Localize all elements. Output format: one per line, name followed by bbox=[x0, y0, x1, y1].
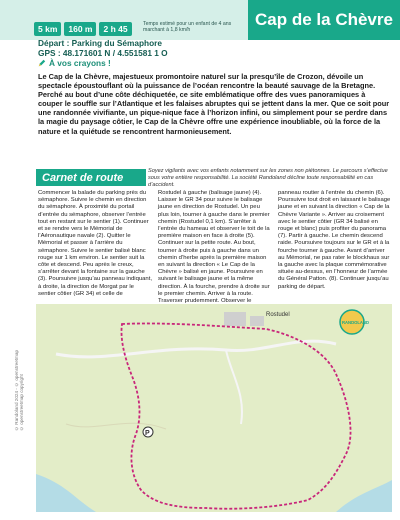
start-point: Départ : Parking du Sémaphore bbox=[38, 38, 163, 48]
pencil-label: À vos crayons ! bbox=[49, 58, 111, 68]
duration-chip: 2 h 45 bbox=[99, 22, 131, 36]
hamlet-building bbox=[250, 316, 264, 326]
carnet-title: Carnet de route bbox=[42, 171, 124, 184]
route-columns bbox=[38, 190, 392, 305]
duration-note: Temps estimé pour un enfant de 4 ans marchant à 1,8 km/h bbox=[143, 21, 232, 33]
safety-disclaimer: Soyez vigilants avec vos enfants notamment sur les zones non piétonnes. Le parcours s’effectue sous votre entière responsabilité. La société Randoland décline toute responsabilité en cas d’accident. bbox=[148, 168, 388, 188]
header-info bbox=[0, 0, 248, 40]
route-map bbox=[36, 304, 392, 512]
road-label: Rostudel bbox=[266, 312, 290, 318]
route-text: Rostudel à gauche (balisage jaune) (4). Laisser le GR 34 pour suivre le balisage jaune en direction de Rostudel. Un peu plus loin, tourner à gauche dans le premier chemin (Rostudel 0,1 km). S’arrêter à l’entrée du hameau et observer le toit de la première maison en face à droite (5). Continuer sur la petite route. Au bout, tourner à droite puis à gauche dans un chemin d’herbe après la première maison en suivant la direction « Le Cap de la Chèvre » balisé en jaune. Poursuivre en suivant le balisage jaune et la même direction. À la fourche, prendre à droite sur le premier chemin. Arriver à la route. Traverser prudemment. Observer le bbox=[158, 190, 270, 305]
road bbox=[226, 350, 242, 424]
title-banner bbox=[248, 0, 400, 40]
gps-coordinates: GPS : 48.171601 N / 4.551581 1 O bbox=[38, 48, 168, 58]
elevation-chip: 160 m bbox=[64, 22, 96, 36]
sea-area bbox=[36, 474, 96, 512]
header bbox=[0, 0, 400, 40]
map-svg bbox=[36, 304, 392, 512]
sea-area bbox=[336, 480, 392, 512]
route-text: panneau routier à l’entrée du chemin (6). Poursuivre tout droit en laissant le balisage jaune et en suivant la direction « Cap de la Chèvre Variante ». Arriver au croisement avec le sentier côtier (GR 34 balisé en rouge et blanc) puis profiter du panorama (7). Partir à gauche. Le chemin descend raide. Poursuivre toujours sur le GR et à la fourche tourner à gauche. Avant d’arriver au Mémorial, ne pas rater le blockhaus sur la gauche avec la plaque commémorative située au-dessus, en l’honneur de l’armée du Général Patton. (8). Continuer jusqu’au parking de départ. bbox=[278, 190, 391, 290]
route-column bbox=[158, 190, 272, 305]
randoland-logo-text: RANDOLAND bbox=[342, 320, 369, 325]
hamlet-building bbox=[224, 312, 246, 326]
route-column bbox=[38, 190, 152, 305]
route-text: Commencer la balade du parking près du sémaphore. Suivre le chemin en direction du sémaphore. À proximité du portail d’entrée du sémaphore, observer l’entrée tout en restant sur le sentier (1). Continuer et se rendre vers le Mémorial de l’Aéronautique navale (2). Quitter le Mémorial et passer à l’arrière du sémaphore. Suivre le sentier balisé blanc rouge sur 1 km environ. Le sentier suit la côte et descend. Peu après le creux, s’arrêter devant la fontaine sur la gauche (3). Poursuivre jusqu’au panneau indiquant, à droite, la direction de Morgat par le sentier côtier (GR 34) et celle de bbox=[38, 190, 152, 297]
map-credit: © Randoland 2024 - © openstreetmap bbox=[14, 350, 19, 431]
parking-p: P bbox=[145, 430, 150, 437]
road bbox=[56, 341, 336, 357]
intro-paragraph: Le Cap de la Chèvre, majestueux promontoire naturel sur la presqu’île de Crozon, dévoile un spectacle époustouflant où la puissance de l’océan rencontre la beauté sauvage de la Bretagne. Perché au bout d’une côte déchiquetée, ce site emblématique offre des vues panoramiques à couper le souffle sur l’Atlantique et les falaises abruptes qui se jettent dans la mer. Que ce soit pour une randonnée vivifiante, un pique-nique face à l’horizon infini, ou simplement pour se perdre dans la magie du paysage côtier, le Cap de la Chèvre offre une expérience inoubliable, où la force de la nature et la quiétude se rencontrent harmonieusement. bbox=[38, 72, 390, 136]
map-credits bbox=[14, 350, 24, 431]
map-credit: © openstreetmap copyright bbox=[19, 374, 24, 431]
intro-text bbox=[38, 72, 390, 136]
page-title: Cap de la Chèvre bbox=[255, 10, 393, 29]
route-column bbox=[278, 190, 392, 305]
pencil-icon bbox=[38, 59, 46, 67]
distance-chip: 5 km bbox=[34, 22, 61, 36]
stats-chips bbox=[34, 22, 132, 36]
pencil-row bbox=[38, 58, 111, 68]
carnet-heading bbox=[36, 169, 146, 186]
